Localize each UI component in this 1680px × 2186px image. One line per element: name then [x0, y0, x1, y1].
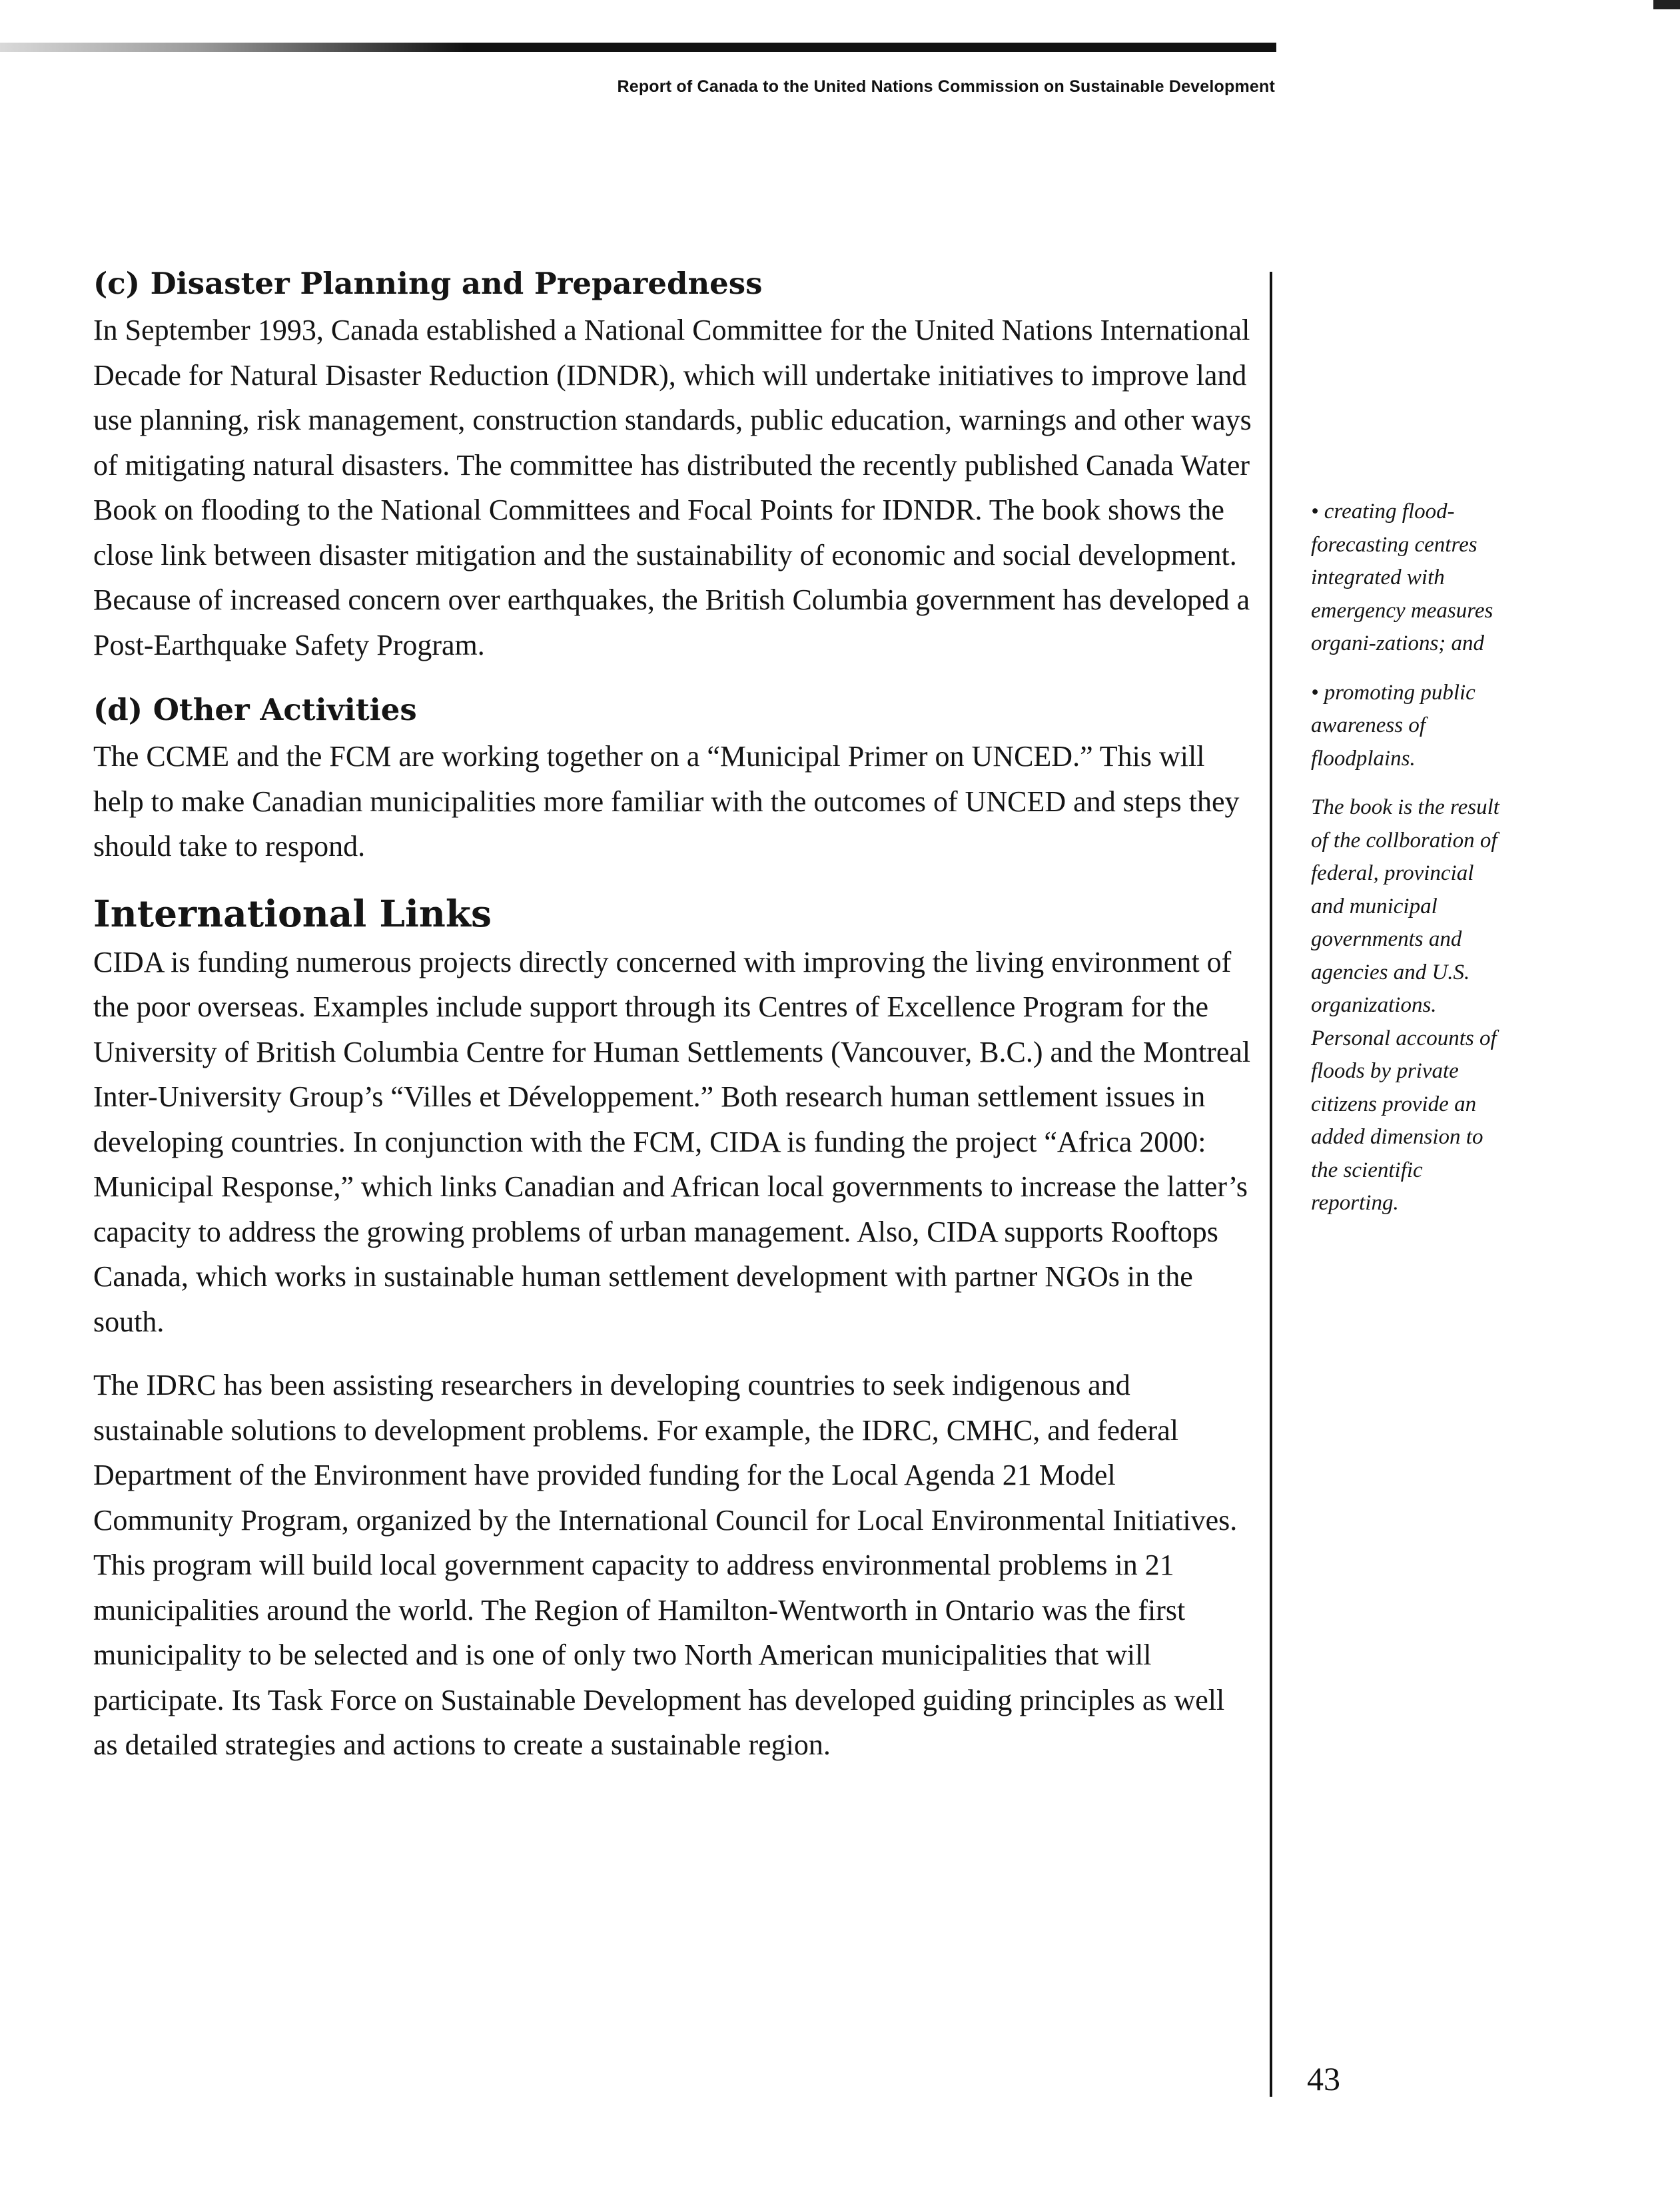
header-rule	[0, 43, 1276, 52]
international-links-paragraph-1: CIDA is funding numerous projects directly concerned with improving the living environment of the poor overseas. Examples include support through its Centres of Excellence Program for the University of British Columbia Centre for Human Settlements (Vancouver, B.C.) and the Montreal Inter-University Group’s “Villes et Développement.” Both research human settlement issues in developing countries. In conjunction with the FCM, CIDA is funding the project “Africa 2000: Municipal Response,” which links Canadian and African local governments to increase the latter’s capacity to address the growing problems of urban management. Also, CIDA supports Rooftops Canada, which works in sustainable human settlement development with partner NGOs in the south.	[93, 945, 1251, 1338]
disaster-planning-section	[93, 260, 1252, 667]
disaster-planning-paragraph: In September 1993, Canada established a National Committee for the United Nations International Decade for Natural Disaster Reduction (IDNDR), which will undertake initiatives to improve land use planning, risk management, construction standards, public education, warnings and other ways of mitigating natural disasters. The committee has distributed the recently published Canada Water Book on flooding to the National Committees and Focal Points for IDNDR. The book shows the close link between disaster mitigation and the sustainability of economic and social development. Because of increased concern over earthquakes, the British Columbia government has developed a Post-Earthquake Safety Program.	[93, 314, 1252, 661]
scan-corner-mark	[1653, 0, 1680, 9]
disaster-planning-heading: (c) Disaster Planning and Preparedness	[93, 266, 763, 301]
international-links-paragraph-2: The IDRC has been assisting researchers in developing countries to seek indigenous and sustainable solutions to development problems. For example, the IDRC, CMHC, and federal Department of the Environment have provided funding for the Local Agenda 21 Model Community Program, organized by the International Council for Local Environmental Initiatives. This program will build local government capacity to address environmental problems in 21 municipalities around the world. The Region of Hamilton-Wentworth in Ontario was the first municipality to be selected and is one of only two North American municipalities that will participate. Its Task Force on Sustainable Development has developed guiding principles as well as detailed strategies and actions to create a sustainable region.	[93, 1369, 1238, 1761]
international-links-section	[93, 888, 1252, 1768]
international-links-heading: International Links	[93, 891, 492, 935]
sidebar-book-note: The book is the result of the collboration of federal, provincial and municipal governments and agencies and U.S. organizations. Personal accounts of floods by private citizens provide an added dimension to the scientific reporting.	[1311, 795, 1499, 1215]
other-activities-heading: (d) Other Activities	[93, 692, 417, 727]
sidebar-note	[1311, 496, 1511, 1220]
page-number: 43	[1307, 2060, 1340, 2097]
other-activities-section	[93, 686, 1252, 869]
running-head: Report of Canada to the United Nations Commission on Sustainable Development	[617, 77, 1275, 96]
main-column	[93, 260, 1252, 1768]
sidebar-bullet-public-awareness: • promoting public awareness of floodplains.	[1311, 680, 1475, 771]
column-divider	[1270, 272, 1272, 2097]
other-activities-paragraph: The CCME and the FCM are working together on a “Municipal Primer on UNCED.” This will help to make Canadian municipalities more familiar with the outcomes of UNCED and steps they should take to respond.	[93, 740, 1240, 863]
sidebar-bullet-flood-forecasting: • creating flood-forecasting centres integrated with emergency measures organi-zations; and	[1311, 500, 1493, 655]
